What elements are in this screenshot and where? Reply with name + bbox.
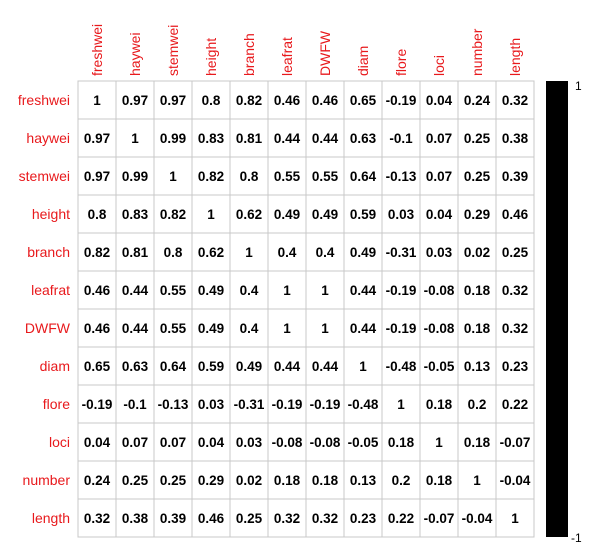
cell-value: 0.8 xyxy=(239,169,259,184)
cell-value: -0.07 xyxy=(499,435,531,450)
cell-value: 0.44 xyxy=(349,283,377,298)
cell-value: -0.05 xyxy=(423,359,455,374)
row-labels xyxy=(18,92,71,526)
cell-value: 0.03 xyxy=(197,397,225,412)
cell-value: -0.05 xyxy=(347,435,379,450)
cell-value: 0.24 xyxy=(83,473,111,488)
cell-value: 0.18 xyxy=(463,435,491,450)
cell-value: -0.31 xyxy=(385,245,417,260)
column-label-freshwei: freshwei xyxy=(89,23,105,76)
cell-value: -0.13 xyxy=(157,397,189,412)
cell-value: 0.18 xyxy=(463,321,491,336)
cell-value: 0.23 xyxy=(501,359,529,374)
column-label-haywei: haywei xyxy=(127,32,143,76)
cell-value: 0.18 xyxy=(425,473,453,488)
cell-value: 0.39 xyxy=(501,169,529,184)
cell-value: 0.44 xyxy=(121,283,149,298)
cell-value: 0.65 xyxy=(83,359,111,374)
cell-value: 0.18 xyxy=(463,283,491,298)
cell-value: -0.31 xyxy=(233,397,265,412)
cell-value: 0.55 xyxy=(273,169,301,184)
cell-value: -0.19 xyxy=(81,397,113,412)
cell-value: 0.46 xyxy=(83,321,111,336)
cell-value: 1 xyxy=(245,245,253,260)
cell-value: -0.1 xyxy=(123,397,147,412)
cell-value: 0.63 xyxy=(349,131,377,146)
cell-value: 0.39 xyxy=(159,511,187,526)
cell-value: 0.62 xyxy=(197,245,225,260)
cell-value: 0.29 xyxy=(463,207,491,222)
cell-value: 0.82 xyxy=(159,207,187,222)
cell-value: 0.24 xyxy=(463,93,491,108)
cell-value: 1 xyxy=(169,169,177,184)
row-label-freshwei: freshwei xyxy=(17,92,70,108)
column-label-leafrat: leafrat xyxy=(279,37,295,76)
cell-value: 0.04 xyxy=(425,93,453,108)
cell-value: -0.19 xyxy=(271,397,303,412)
cell-value: 0.63 xyxy=(121,359,149,374)
cell-value: 0.25 xyxy=(463,131,491,146)
cell-value: 0.49 xyxy=(349,245,377,260)
cell-value: 0.97 xyxy=(83,169,111,184)
cell-value: 0.46 xyxy=(273,93,301,108)
cell-value: 1 xyxy=(321,321,329,336)
correlation-grid xyxy=(78,81,534,537)
row-label-length: length xyxy=(31,510,70,526)
cell-value: 0.18 xyxy=(387,435,415,450)
row-label-loci: loci xyxy=(48,434,70,450)
cell-value: 0.64 xyxy=(349,169,377,184)
cell-value: 0.32 xyxy=(501,93,529,108)
cell-value: 0.46 xyxy=(83,283,111,298)
cell-value: 0.99 xyxy=(159,131,187,146)
cell-value: 0.18 xyxy=(425,397,453,412)
cell-value: 0.03 xyxy=(425,245,453,260)
cell-value: 1 xyxy=(131,131,139,146)
cell-value: 0.44 xyxy=(311,131,339,146)
cell-value: 0.04 xyxy=(425,207,453,222)
column-label-height: height xyxy=(203,37,219,76)
cell-value: 0.82 xyxy=(235,93,263,108)
cell-value: 0.44 xyxy=(273,359,301,374)
cell-value: -0.07 xyxy=(423,511,455,526)
cell-value: 0.22 xyxy=(387,511,415,526)
legend-min-label: -1 xyxy=(571,531,582,545)
cell-value: 0.55 xyxy=(311,169,339,184)
cell-value: 0.32 xyxy=(311,511,339,526)
cell-value: 0.2 xyxy=(467,397,487,412)
cell-value: 0.29 xyxy=(197,473,225,488)
row-label-flore: flore xyxy=(42,396,70,412)
row-label-diam: diam xyxy=(39,358,70,374)
cell-value: 0.44 xyxy=(311,359,339,374)
cell-value: -0.04 xyxy=(499,473,531,488)
cell-value: 0.4 xyxy=(239,321,259,336)
cell-value: 0.13 xyxy=(463,359,491,374)
cell-value: 0.49 xyxy=(273,207,301,222)
cell-value: 0.32 xyxy=(273,511,301,526)
cell-value: -0.19 xyxy=(385,283,417,298)
cell-value: 0.02 xyxy=(463,245,491,260)
cell-value: 0.8 xyxy=(87,207,107,222)
cell-value: 0.46 xyxy=(501,207,529,222)
cell-value: 0.44 xyxy=(349,321,377,336)
cell-value: 0.49 xyxy=(197,283,225,298)
cell-value: 1 xyxy=(283,283,291,298)
column-label-loci: loci xyxy=(431,54,447,76)
cell-value: 0.25 xyxy=(463,169,491,184)
cell-value: 0.07 xyxy=(121,435,149,450)
cell-value: -0.48 xyxy=(385,359,417,374)
cell-value: 0.07 xyxy=(159,435,187,450)
cell-value: 0.55 xyxy=(159,321,187,336)
cell-value: 0.81 xyxy=(121,245,149,260)
cell-value: 0.18 xyxy=(273,473,301,488)
cell-value: 0.59 xyxy=(197,359,225,374)
cell-value: 0.99 xyxy=(121,169,149,184)
cell-value: -0.13 xyxy=(385,169,417,184)
column-label-branch: branch xyxy=(241,33,257,76)
legend-color-bar xyxy=(546,81,568,537)
cell-value: 0.32 xyxy=(83,511,111,526)
cell-value: 0.97 xyxy=(121,93,149,108)
cell-value: 0.44 xyxy=(273,131,301,146)
cell-value: -0.08 xyxy=(271,435,303,450)
cell-value: 1 xyxy=(511,511,519,526)
cell-value: -0.48 xyxy=(347,397,379,412)
cell-value: -0.19 xyxy=(309,397,341,412)
cell-value: 0.82 xyxy=(83,245,111,260)
cell-value: 1 xyxy=(207,207,215,222)
cell-value: 1 xyxy=(93,93,101,108)
legend-max-label: 1 xyxy=(575,79,582,93)
row-label-stemwei: stemwei xyxy=(18,168,70,184)
column-label-length: length xyxy=(507,37,523,76)
cell-value: 0.44 xyxy=(121,321,149,336)
cell-value: -0.08 xyxy=(423,321,455,336)
cell-value: 0.81 xyxy=(235,131,263,146)
cell-value: 0.04 xyxy=(83,435,111,450)
cell-value: 1 xyxy=(359,359,367,374)
cell-value: 0.83 xyxy=(121,207,149,222)
cell-value: 0.65 xyxy=(349,93,377,108)
cell-value: 0.25 xyxy=(235,511,263,526)
column-label-flore: flore xyxy=(393,48,409,76)
cell-value: 0.02 xyxy=(235,473,263,488)
cell-value: 0.13 xyxy=(349,473,377,488)
column-label-stemwei: stemwei xyxy=(165,24,181,76)
cell-value: 0.07 xyxy=(425,131,453,146)
cell-value: 0.97 xyxy=(159,93,187,108)
cell-value: 0.25 xyxy=(501,245,529,260)
row-label-branch: branch xyxy=(27,244,70,260)
cell-value: 0.25 xyxy=(159,473,187,488)
cell-value: 0.82 xyxy=(197,169,225,184)
cell-value: 0.62 xyxy=(235,207,263,222)
cell-value: 0.55 xyxy=(159,283,187,298)
cell-value: 0.59 xyxy=(349,207,377,222)
cell-value: 1 xyxy=(473,473,481,488)
cell-value: 1 xyxy=(283,321,291,336)
cell-value: 0.46 xyxy=(197,511,225,526)
cell-value: 0.32 xyxy=(501,321,529,336)
cell-value: -0.08 xyxy=(423,283,455,298)
cell-value: 0.25 xyxy=(121,473,149,488)
cell-value: 0.8 xyxy=(163,245,183,260)
cell-value: 0.64 xyxy=(159,359,187,374)
cell-value: 0.4 xyxy=(239,283,259,298)
cell-value: -0.19 xyxy=(385,321,417,336)
cell-value: 0.03 xyxy=(235,435,263,450)
cell-value: 0.18 xyxy=(311,473,339,488)
cell-value: -0.08 xyxy=(309,435,341,450)
cell-value: 0.38 xyxy=(501,131,529,146)
cell-value: 0.49 xyxy=(311,207,339,222)
cell-value: 0.83 xyxy=(197,131,225,146)
cell-value: 0.49 xyxy=(235,359,263,374)
row-label-haywei: haywei xyxy=(26,130,70,146)
cell-value: 0.46 xyxy=(311,93,339,108)
cell-value: -0.1 xyxy=(389,131,413,146)
cell-value: 0.22 xyxy=(501,397,529,412)
cell-value: 0.4 xyxy=(277,245,297,260)
cell-value: 0.2 xyxy=(391,473,411,488)
row-label-dwfw: DWFW xyxy=(24,320,70,336)
row-label-number: number xyxy=(22,472,70,488)
column-label-number: number xyxy=(469,28,485,76)
cell-value: -0.19 xyxy=(385,93,417,108)
color-legend xyxy=(546,79,582,545)
row-label-leafrat: leafrat xyxy=(31,282,70,298)
column-label-dwfw: DWFW xyxy=(317,30,333,76)
cell-value: 0.38 xyxy=(121,511,149,526)
cell-value: 1 xyxy=(435,435,443,450)
cell-value: 0.04 xyxy=(197,435,225,450)
cell-value: 0.32 xyxy=(501,283,529,298)
cell-value: 0.8 xyxy=(201,93,221,108)
cell-value: 1 xyxy=(397,397,405,412)
column-label-diam: diam xyxy=(355,45,371,76)
cell-value: 0.4 xyxy=(315,245,335,260)
row-label-height: height xyxy=(31,206,70,222)
cell-value: 0.23 xyxy=(349,511,377,526)
cell-value: 0.97 xyxy=(83,131,111,146)
cell-value: -0.04 xyxy=(461,511,493,526)
cell-value: 1 xyxy=(321,283,329,298)
cell-value: 0.49 xyxy=(197,321,225,336)
cell-value: 0.03 xyxy=(387,207,415,222)
column-labels xyxy=(89,24,523,76)
cell-value: 0.07 xyxy=(425,169,453,184)
